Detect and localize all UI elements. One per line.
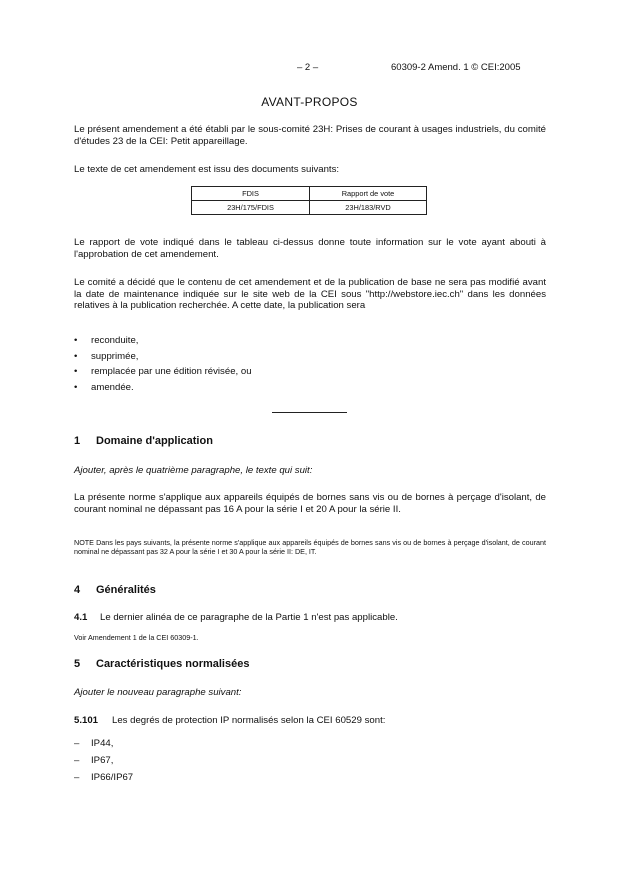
dash-icon: – — [74, 755, 80, 766]
section-1-text: La présente norme s'applique aux appareils équipés de bornes sans vis ou de bornes à perçage d'isolant, de courant nominal ne dépassant pas 16 A pour la série I et 20 A pour la série II. — [74, 492, 546, 515]
documents-table — [191, 186, 427, 215]
paragraph-vote: Le rapport de vote indiqué dans le tableau ci-dessus donne toute information sur le vote ayant abouti à l'approbation de cet amendement. — [74, 237, 546, 260]
list-item: • reconduite, — [74, 335, 139, 346]
list-item: • remplacée par une édition révisée, ou — [74, 366, 252, 377]
table-row — [192, 201, 427, 215]
paragraph-documents: Le texte de cet amendement est issu des documents suivants: — [74, 164, 340, 175]
list-item: – IP66/IP67 — [74, 772, 134, 783]
section-1-instruction: Ajouter, après le quatrième paragraphe, le texte qui suit: — [74, 465, 313, 476]
table-header-fdis: FDIS — [192, 187, 310, 201]
section-heading-4: 4 Généralités — [74, 584, 156, 596]
section-4-reference: Voir Amendement 1 de la CEI 60309-1. — [74, 633, 199, 642]
dash-icon: – — [74, 738, 80, 749]
bullet-icon: • — [74, 366, 78, 377]
list-item: • supprimée, — [74, 351, 139, 362]
table-cell-vote: 23H/183/RVD — [310, 201, 427, 215]
list-item: – IP44, — [74, 738, 114, 749]
dash-icon: – — [74, 772, 80, 783]
bullet-icon: • — [74, 335, 78, 346]
table-cell-fdis: 23H/175/FDIS — [192, 201, 310, 215]
list-item: • amendée. — [74, 382, 134, 393]
paragraph-committee: Le comité a décidé que le contenu de cet amendement et de la publication de base ne sera pas modifié avant la date de maintenance indiquée sur le site web de la CEI sous "http://webstore.iec.ch" dans les données relatives à la publication recherchée. A cette date, la publication sera — [74, 277, 546, 312]
bullet-icon: • — [74, 382, 78, 393]
section-heading-5: 5 Caractéristiques normalisées — [74, 658, 250, 670]
page-number: – 2 – — [297, 62, 319, 73]
section-heading-1: 1 Domaine d'application — [74, 435, 213, 447]
bullet-icon: • — [74, 351, 78, 362]
table-header-row — [192, 187, 427, 201]
document-reference: 60309-2 Amend. 1 © CEI:2005 — [391, 62, 521, 73]
section-1-note: NOTE Dans les pays suivants, la présente norme s'applique aux appareils équipés de bornes sans vis ou de bornes à perçage d'isolant, de courant nominal ne dépassant pas 32 A pour la série I et 30 A pour la série II: DE, IT. — [74, 538, 546, 556]
section-5-instruction: Ajouter le nouveau paragraphe suivant: — [74, 687, 242, 698]
subclause-5-101: 5.101 Les degrés de protection IP normalisés selon la CEI 60529 sont: — [74, 715, 386, 726]
table-header-vote: Rapport de vote — [310, 187, 427, 201]
list-item: – IP67, — [74, 755, 114, 766]
paragraph-origin: Le présent amendement a été établi par le sous-comité 23H: Prises de courant à usages industriels, du comité d'études 23 de la CEI: Petit appareillage. — [74, 124, 546, 147]
subclause-4-1: 4.1 Le dernier alinéa de ce paragraphe de la Partie 1 n'est pas applicable. — [74, 612, 398, 623]
separator-rule — [272, 412, 347, 413]
page-title: AVANT-PROPOS — [261, 95, 358, 109]
